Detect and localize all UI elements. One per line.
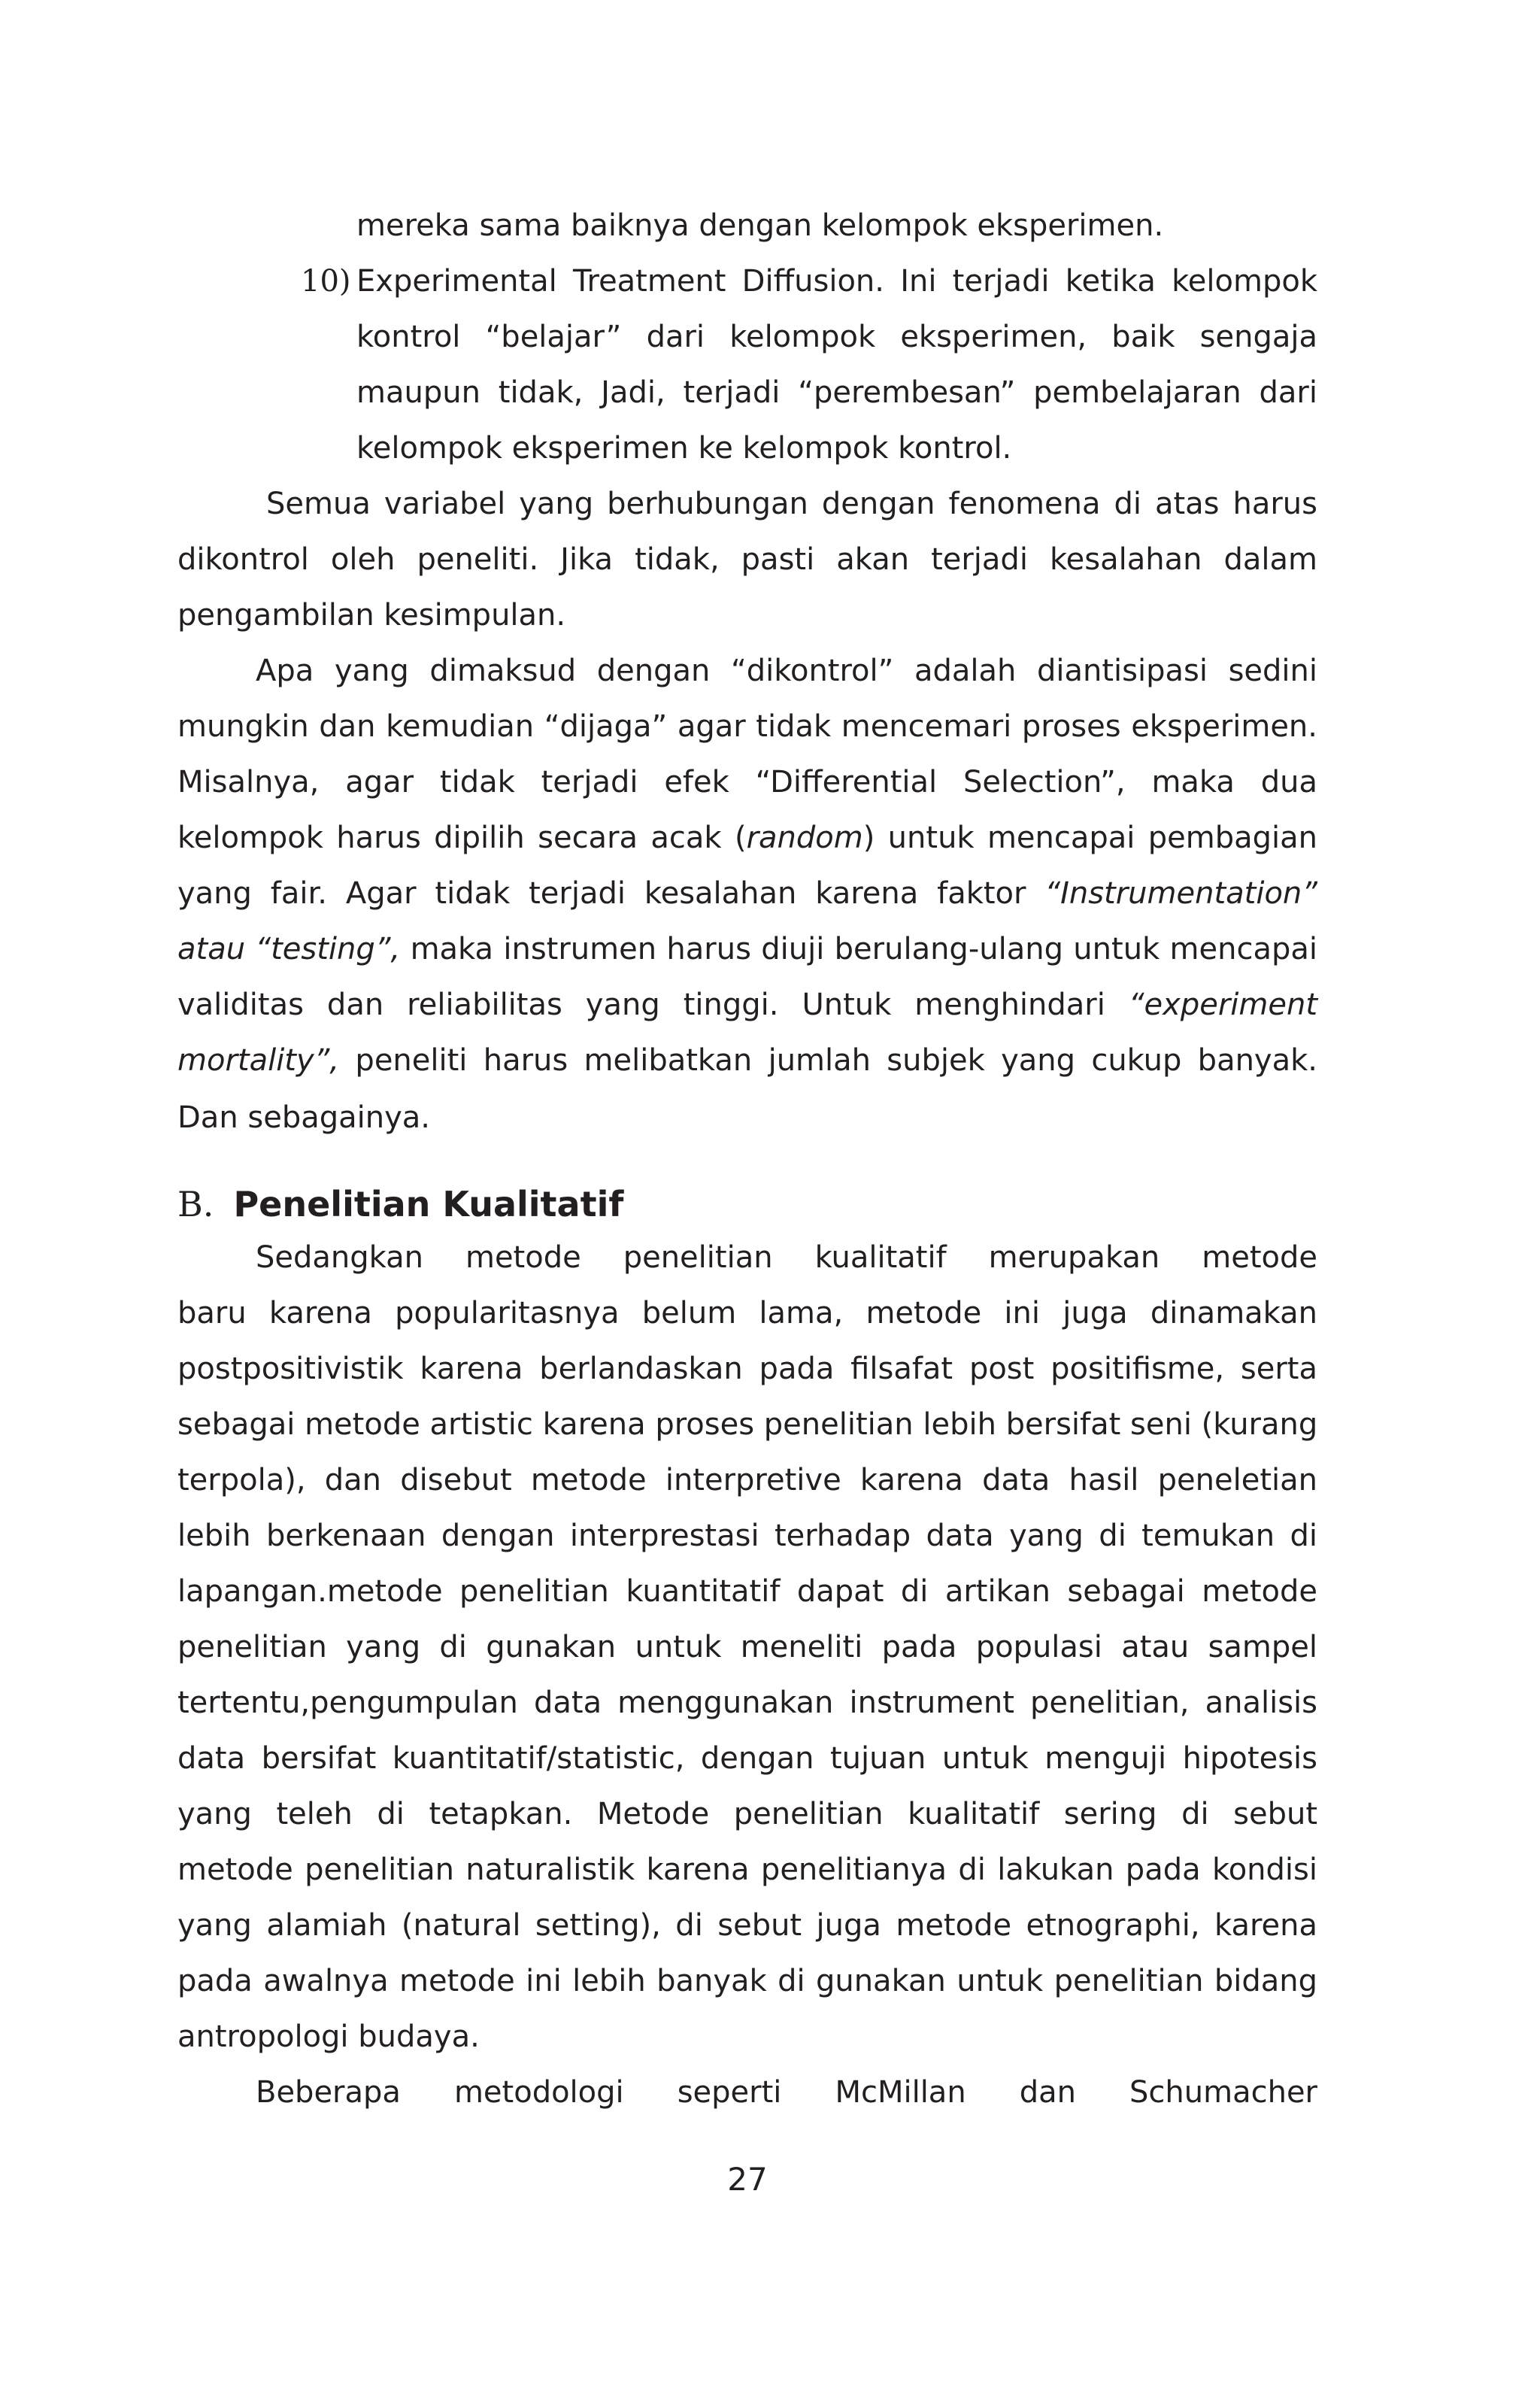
paragraph-line — [177, 1038, 1317, 1083]
paragraph-line: Semua variabel yang berhubungan dengan fenomena di atas harus — [266, 487, 1317, 521]
paragraph-line — [177, 982, 1317, 1027]
page-number: 27 — [727, 2161, 768, 2198]
section-heading — [177, 1178, 623, 1230]
paragraph-line: dikontrol oleh peneliti. Jika tidak, pasti akan terjadi kesalahan dalam — [177, 542, 1317, 577]
section-letter: B. — [177, 1184, 214, 1224]
section-title: Penelitian Kualitatif — [233, 1184, 624, 1224]
paragraph-line: Dan sebagainya. — [177, 1100, 430, 1135]
paragraph-line — [177, 815, 1317, 860]
text-run: yang fair. Agar tidak terjadi kesalahan karena faktor — [177, 876, 1045, 911]
list-item-line: Experimental Treatment Diffusion. Ini terjadi ketika kelompok — [356, 264, 1317, 299]
text-run: kelompok harus dipilih secara acak ( — [177, 821, 747, 855]
paragraph-line: tertentu,pengumpulan data menggunakan instrument penelitian, analisis — [177, 1686, 1317, 1720]
text-run: peneliti harus melibatkan jumlah subjek yang cukup banyak. — [339, 1043, 1317, 1078]
paragraph-line: yang alamiah (natural setting), di sebut juga metode etnographi, karena — [177, 1908, 1317, 1943]
paragraph-line: mungkin dan kemudian “dijaga” agar tidak mencemari proses eksperimen. — [177, 709, 1317, 744]
paragraph-line: Beberapa metodologi seperti McMillan dan Schumacher — [256, 2075, 1317, 2110]
paragraph-line: Apa yang dimaksud dengan “dikontrol” adalah diantisipasi sedini — [256, 654, 1317, 688]
list-item-line: kelompok eksperimen ke kelompok kontrol. — [356, 431, 1012, 466]
paragraph-line: sebagai metode artistic karena proses penelitian lebih bersifat seni (kurang — [177, 1407, 1318, 1442]
text-run: maka instrumen harus diuji berulang-ulang untuk mencapai — [400, 932, 1317, 966]
paragraph-line: penelitian yang di gunakan untuk meneliti pada populasi atau sampel — [177, 1630, 1317, 1664]
paragraph-line: lapangan.metode penelitian kuantitatif dapat di artikan sebagai metode — [177, 1574, 1317, 1609]
paragraph-line: lebih berkenaan dengan interprestasi terhadap data yang di temukan di — [177, 1519, 1317, 1553]
paragraph-line: metode penelitian naturalistik karena penelitianya di lakukan pada kondisi — [177, 1852, 1317, 1887]
paragraph-line: terpola), dan disebut metode interpretive karena data hasil peneletian — [177, 1463, 1317, 1497]
text-run: ) untuk mencapai pembagian — [862, 821, 1317, 855]
italic-term: random — [746, 821, 863, 855]
paragraph-line: data bersifat kuantitatif/statistic, dengan tujuan untuk menguji hipotesis — [177, 1741, 1317, 1776]
paragraph-line — [177, 927, 1317, 972]
paragraph-line: antropologi budaya. — [177, 2019, 480, 2054]
italic-term: atau “testing”, — [177, 932, 401, 966]
list-item-continuation: mereka sama baiknya dengan kelompok eksperimen. — [356, 208, 1164, 243]
paragraph-line: baru karena popularitasnya belum lama, metode ini juga dinamakan — [177, 1296, 1317, 1331]
italic-term: “Instrumentation” — [1044, 876, 1317, 911]
paragraph-line: yang teleh di tetapkan. Metode penelitian kualitatif sering di sebut — [177, 1797, 1317, 1831]
paragraph-line: Sedangkan metode penelitian kualitatif merupakan metode — [256, 1240, 1317, 1275]
list-item-line: maupun tidak, Jadi, terjadi “perembesan” pembelajaran dari — [356, 375, 1317, 410]
italic-term: “experiment — [1128, 988, 1317, 1022]
paragraph-line: pada awalnya metode ini lebih banyak di gunakan untuk penelitian bidang — [177, 1964, 1317, 1998]
italic-term: mortality”, — [177, 1043, 340, 1078]
paragraph-line: Misalnya, agar tidak terjadi efek “Differential Selection”, maka dua — [177, 765, 1317, 800]
paragraph-line: postpositivistik karena berlandaskan pada filsafat post positifisme, serta — [177, 1352, 1317, 1386]
paragraph-line: pengambilan kesimpulan. — [177, 598, 566, 633]
text-run: validitas dan reliabilitas yang tinggi. Untuk menghindari — [177, 988, 1129, 1022]
paragraph-line — [177, 871, 1317, 916]
list-item-number: 10) — [301, 264, 351, 299]
list-item-line: kontrol “belajar” dari kelompok eksperimen, baik sengaja — [356, 320, 1317, 354]
